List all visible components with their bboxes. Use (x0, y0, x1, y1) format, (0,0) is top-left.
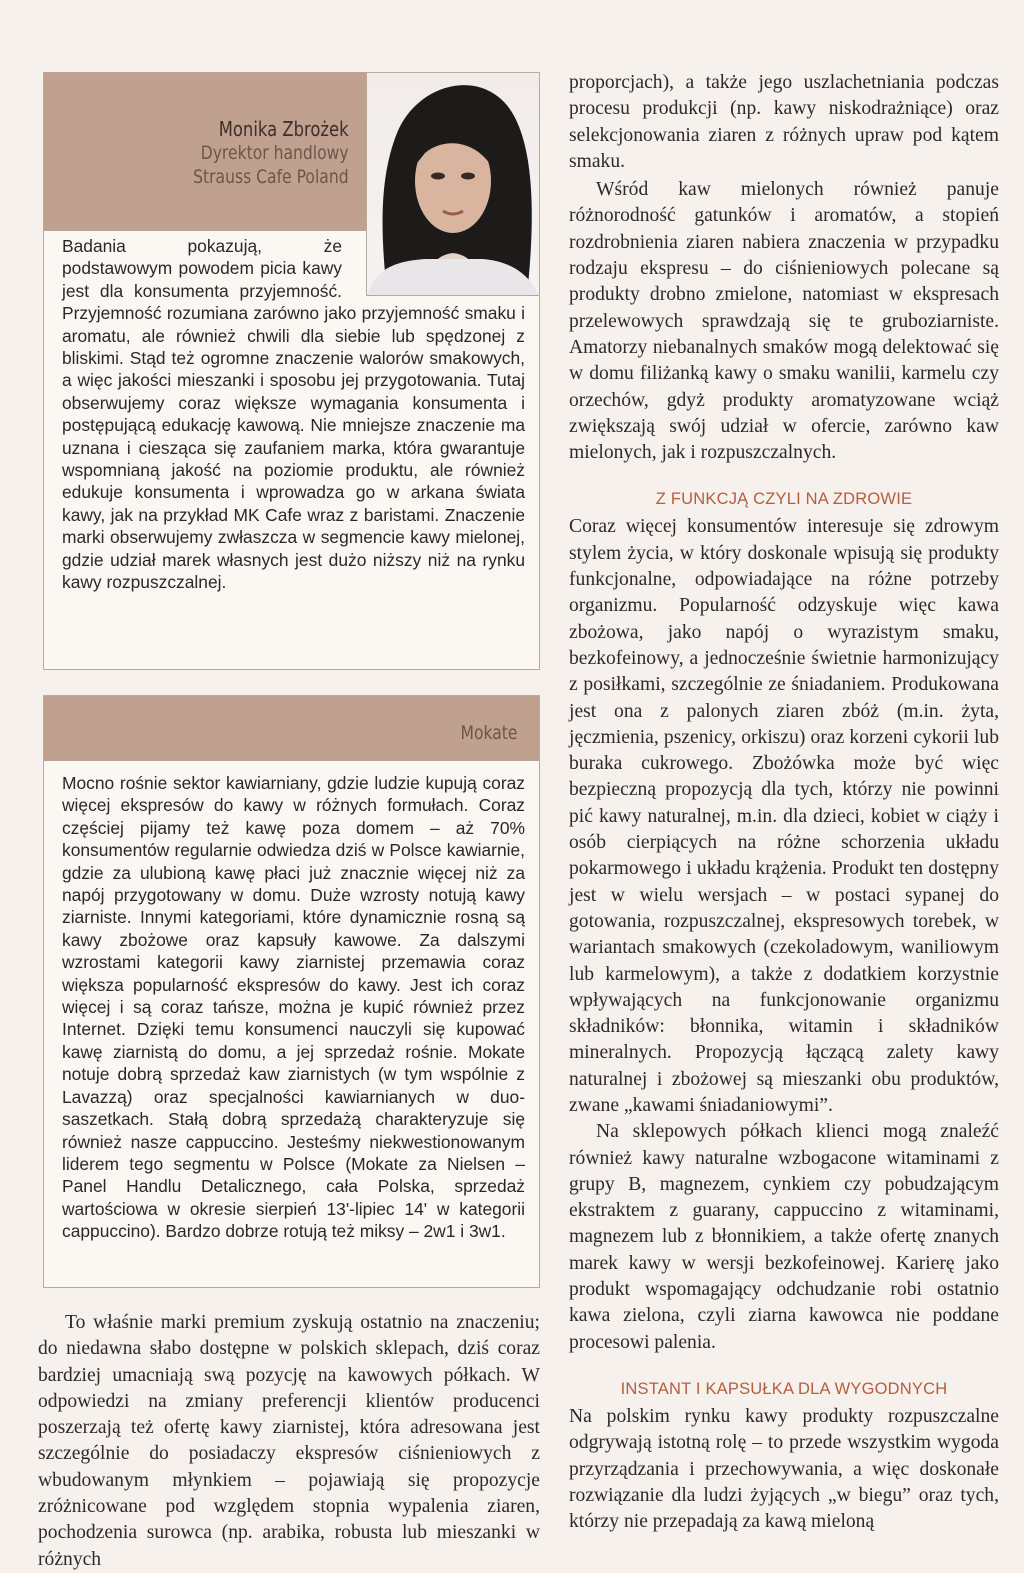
paragraph: Coraz więcej konsumentów interesuje się zdrowym stylem życia, w który doskonale wpisują się produkty funkcjonalne, odpowiadające na różne potrzeby organizmu. Popularność odzyskuje więc kawa zbożowa, jako napój o wyrazistym smaku, bezkofeinowy, a jednocześnie świetnie harmonizujący z posiłkami, szczególnie ze śniadaniem. Produkowana jest ona z palonych ziaren zbóż (m.in. żyta, jęczmienia, pszenicy, orkiszu) oraz korzeni cykorii lub buraka cukrowego. Zbożówka może być więc bezpieczną propozycją dla tych, którzy nie powinni pić kawy naturalnej, m.in. dla dzieci, kobiet w ciąży i osób cierpiących na różne schorzenia układu pokarmowego i układu krążenia. Produkt ten dostępny jest w wielu wersjach – w postaci sypanej do gotowania, rozpuszczalnej, ekspresowych torebek, w wariantach smakowych (czekoladowym, waniliowym lub karmelowym), a także z dodatkiem korzystnie wpływających na funkcjonowanie organizmu składników: błonnika, witamin i składników mineralnych. Propozycją łączącą zalety kawy naturalnej i zbożowej są mieszanki obu produktów, zwane „kawami śniadaniowymi”. (569, 516, 999, 1116)
paragraph: Na polskim rynku kawy produkty rozpuszczalne odgrywają istotną rolę – to przede wszystkim wygoda przyrządzania i przechowywania, a więc doskonałe rozwiązanie dla ludzi żyjących „w biegu” oraz tych, którzy nie przepadają za kawą mieloną (569, 1405, 999, 1533)
speaker-name: Monika Zbrożek (219, 117, 349, 141)
quote-box-strauss (43, 72, 540, 670)
section-heading: Z FUNKCJĄ CZYLI NA ZDROWIE (655, 490, 913, 509)
paragraph: proporcjach), a także jego uszlachetniania podczas procesu produkcji (np. kawy niskodrażniące) oraz selekcjonowania ziaren z różnych upraw pod kątem smaku. (569, 72, 999, 172)
article-left-column (38, 1310, 540, 1573)
company-name: Mokate (460, 722, 517, 744)
speaker-company: Strauss Cafe Poland (193, 166, 349, 188)
quote-text-mokate: Mocno rośnie sektor kawiarniany, gdzie ludzie kupują coraz więcej ekspresów do kawy w różnych formułach. Coraz częściej pijamy też kawę poza domem – aż 70% konsumentów regularnie odwiedza dziś w Polsce kawiarnie, gdzie za ulubioną kawę płaci już znacznie więcej niż za napój przygotowany w domu. Duże wzrosty notują kawy ziarniste. Innymi kategoriami, które dynamicznie rosną są kawy zbożowe oraz kapsuły kawowe. Za dalszymi wzrostami kategorii kawy ziarnistej przemawia coraz większa popularność ekspresów do kawy. Jest ich coraz więcej i są coraz tańsze, można je kupić również przez Internet. Dzięki temu konsumenci nauczyli się kupować kawę ziarnistą do domu, a jej sprzedaż rośnie. Mokate notuje dobrą sprzedaż kaw ziarnistych (w tym wspólnie z Lavazzą) oraz specjalności kawiarnianych w duo-saszetkach. Stałą dobrą sprzedażą charakteryzuje się również nasze cappuccino. Jesteśmy niekwestionowanym liderem tego segmentu w Polsce (Mokate za Nielsen – Panel Handlu Detalicznego, cała Polska, sprzedaż wartościowa w okresie sierpień 13'-lipiec 14' w kategorii cappuccino). Bardzo dobrze rotują też miksy – 2w1 i 3w1. (62, 773, 525, 1242)
speaker-info (194, 117, 349, 189)
article-right-column (569, 70, 999, 1535)
quote-box-mokate (43, 695, 540, 1288)
speaker-title: Dyrektor handlowy (201, 142, 349, 164)
quote-text-strauss: Badania pokazują, że podstawowym powodem picia kawy jest dla konsumenta przyjemność. Przyjemność rozumiana zarówno jako przyjemność smaku i aromatu, ale również chwili dla siebie lub spędzonej z bliskimi. Stąd też ogromne znaczenie walorów smakowych, a więc jakości mieszanki i sposobu jej przygotowania. Tutaj obserwujemy coraz większe wymagania konsumenta i postępującą edukację kawową. Nie mniejsze znaczenie ma uznana i ciesząca się zaufaniem marka, która gwarantuje wspomnianą jakość na poziomie produktu, ale również edukuje konsumenta i wprowadza go w arkana świata kawy, jak na przykład MK Cafe wraz z baristami. Znaczenie marki obserwujemy zwłaszcza w segmencie kawy mielonej, gdzie udział marek własnych jest dużo niższy niż na rynku kawy rozpuszczalnej. (62, 236, 525, 593)
section-heading: INSTANT I KAPSUŁKA DLA WYGODNYCH (620, 1379, 948, 1398)
paragraph: Wśród kaw mielonych również panuje różnorodność gatunków i aromatów, a stopień rozdrobnienia ziaren nabiera znaczenia w przypadku rodzaju ekspresu – do ciśnieniowych polecane są produkty drobno zmielone, natomiast w ekspresach przelewowych sprawdzają się te gruboziarniste. Amatorzy niebanalnych smaków mogą delektować się w domu filiżanką kawy o smaku wanilii, karmelu czy orzechów, gdyż produkty aromatyzowane wciąż zwiększają swój udział w ofercie, zarówno kaw mielonych, jak i rozpuszczalnych. (569, 179, 999, 464)
paragraph: Na sklepowych półkach klienci mogą znaleźć również kawy naturalne wzbogacone witaminami z grupy B, magnezem, cynkiem czy pobudzającym ekstraktem z guarany, cappuccino z witaminami, magnezem lub z błonnikiem, a także ofertę znanych marek kawy w wersji bezkofeinowej. Karierę jako produkt wspomagający odchudzanie robi ostatnio kawa zielona, czyli ziarna kawowca nie poddane procesowi palenia. (569, 1121, 999, 1353)
paragraph: To właśnie marki premium zyskują ostatnio na znaczeniu; do niedawna słabo dostępne w polskich sklepach, dziś coraz bardziej umacniają swą pozycję na kawowych półkach. W odpowiedzi na zmiany preferencji klientów producenci poszerzają też ofertę kawy ziarnistej, która adresowana jest szczególnie do posiadaczy ekspresów ciśnieniowych z wbudowanym młynkiem – pojawiają się propozycje zróżnicowane pod względem stopnia wypalenia ziaren, pochodzenia surowca (np. arabika, robusta lub mieszanki w różnych (38, 1312, 540, 1570)
